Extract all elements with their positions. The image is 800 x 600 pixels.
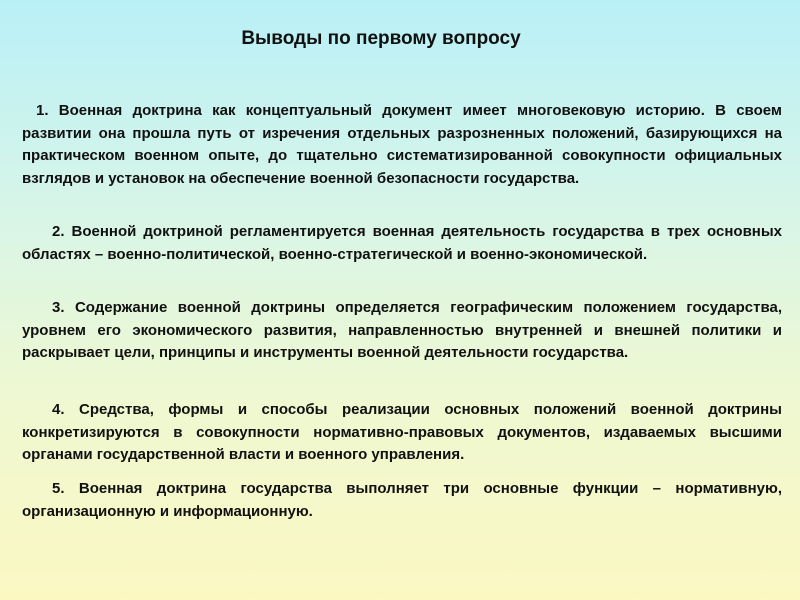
conclusion-paragraph-4: 4. Средства, формы и способы реализации основных положений военной доктрины конкретизируются в совокупности нормативно-правовых документов, издаваемых высшими органами государственной власти и военного управления. (22, 401, 782, 463)
conclusion-paragraph-3: 3. Содержание военной доктрины определяется географическим положением государства, уровнем его экономического развития, направленностью внутренней и внешней политики и раскрывает цели, принципы и инструменты военной деятельности государства. (22, 299, 782, 361)
conclusion-paragraph-1: 1. Военная доктрина как концептуальный документ имеет многовековую историю. В своем развитии она прошла путь от изречения отдельных разрозненных положений, базирующихся на практическом военном опыте, до тщательно систематизированной совокупности официальных взглядов и установок на обеспечение военной безопасности государства. (22, 102, 782, 187)
conclusion-paragraph-2: 2. Военной доктриной регламентируется военная деятельность государства в трех основных областях – военно-политической, военно-стратегической и военно-экономической. (22, 223, 782, 263)
conclusion-paragraph-5: 5. Военная доктрина государства выполняет три основные функции – нормативную, организационную и информационную. (22, 480, 782, 520)
slide-title: Выводы по первому вопросу (241, 28, 521, 49)
